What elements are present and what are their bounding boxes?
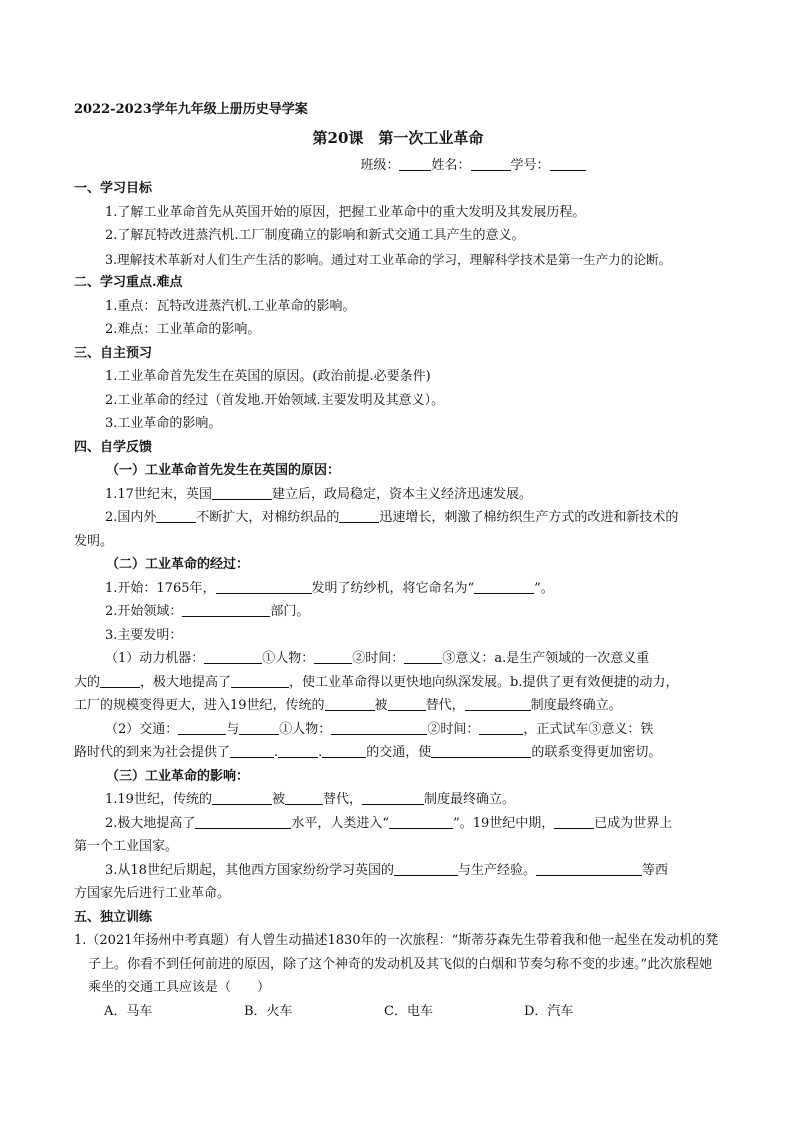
fill-blank[interactable]	[554, 814, 594, 829]
question-text: 2.极大地提高了	[105, 815, 196, 831]
section-1-heading: 一、学习目标	[74, 181, 153, 196]
fill-blank[interactable]	[231, 673, 289, 688]
question-line	[74, 483, 722, 507]
question-line-cont: 发明。	[74, 533, 114, 549]
option-a[interactable]: A．马车	[104, 1003, 153, 1019]
question-text: .	[318, 745, 323, 760]
fill-blank[interactable]	[182, 602, 270, 617]
fill-blank[interactable]	[314, 649, 352, 664]
subsection-impact: （三）工业革命的影响：	[106, 768, 250, 784]
id-blank[interactable]	[550, 156, 586, 171]
answer-options	[74, 1000, 722, 1024]
section-3-heading: 三、自主预习	[74, 345, 153, 361]
question-text: ③意义：a.是生产领域的一次意义重	[442, 651, 650, 666]
fill-blank[interactable]	[100, 673, 140, 688]
question-text: .	[274, 745, 279, 760]
fill-blank[interactable]	[389, 814, 453, 829]
section-5-heading: 五、独立训练	[74, 909, 153, 925]
question-text: （1）动力机器：	[105, 651, 205, 666]
preview-item-2: 2.工业革命的经过（首发地.开始领域.主要发明及其意义）。	[105, 392, 445, 408]
fill-blank[interactable]	[479, 720, 523, 735]
objective-1: 1.了解工业革命首先从英国开始的原因，把握工业革命中的重大发明及其发展历程。	[105, 204, 586, 220]
question-line: 3.主要发明：	[105, 627, 183, 643]
question-text: 建立后，政局稳定，资本主义经济迅速发展。	[271, 486, 532, 502]
question-line	[74, 788, 722, 812]
question-text: ”。	[534, 580, 554, 596]
question-text: 2.开始领域：	[105, 604, 183, 619]
question-text: 已成为世界上	[594, 815, 673, 831]
fill-blank[interactable]	[178, 720, 226, 735]
class-label: 班级：	[360, 157, 400, 173]
question-line	[74, 506, 722, 530]
subsection-process: （二）工业革命的经过：	[106, 557, 250, 572]
question-text: ，使工业革命得以更快地向纵深发展。b.提供了更有效便捷的动力，	[289, 674, 679, 690]
question-line-cont: 第一个工业国家。	[74, 839, 179, 854]
question-text: ，正式试车③意义：铁	[523, 721, 654, 737]
question-line	[74, 718, 722, 742]
question-text: 被	[374, 698, 388, 713]
fill-blank[interactable]	[404, 649, 442, 664]
fill-blank[interactable]	[156, 508, 196, 523]
question-text: 工厂的规模变得更大，进入19世纪，传统的	[74, 698, 325, 713]
fill-blank[interactable]	[285, 790, 323, 805]
question-line	[74, 741, 722, 765]
question-text: ①人物：	[262, 651, 315, 666]
question-line	[74, 812, 722, 836]
name-label: 姓名：	[431, 157, 471, 173]
question-text: ②时间：	[352, 651, 405, 666]
fill-blank[interactable]	[322, 743, 366, 758]
document-header: 2022-2023学年九年级上册历史导学案	[74, 102, 308, 117]
fill-blank[interactable]	[195, 814, 291, 829]
question-text: 路时代的到来为社会提供了	[74, 745, 231, 760]
question-text: 替代，	[425, 698, 465, 713]
question-text: 3.从18世纪后期起，其他西方国家纷纷学习英国的	[105, 862, 394, 878]
question-text: 与生产经验。	[457, 862, 536, 878]
question-text: 2.国内外	[105, 510, 157, 525]
fill-blank[interactable]	[339, 508, 379, 523]
subsection-causes: （一）工业革命首先发生在英国的原因：	[106, 463, 341, 478]
question-line	[74, 859, 722, 883]
question-line	[74, 647, 722, 671]
section-2-heading: 二、学习重点.难点	[74, 275, 183, 290]
fill-blank[interactable]	[474, 579, 534, 594]
question-text: ②时间：	[427, 721, 480, 737]
question-line	[74, 694, 722, 718]
fill-blank[interactable]	[362, 790, 424, 805]
question-text: 部门。	[270, 604, 310, 619]
name-blank[interactable]	[471, 156, 511, 171]
fill-blank[interactable]	[394, 861, 458, 876]
question-line-cont: 方国家先后进行工业革命。	[74, 886, 231, 901]
exercise-question-1: 1.（2021年扬州中考真题）有人曾生动描述1830年的一次旅程：“斯蒂芬森先生带着我和他一起坐在发动机的凳子上。你看不到任何前进的原因，除了这个神奇的发动机及其飞似的白烟和节奏匀称不变的步速。”此次旅程她乘坐的交通工具应该是（ ）	[74, 933, 719, 995]
question-text: 与	[226, 721, 240, 737]
question-text: 制度最终确立。	[423, 792, 515, 807]
question-text: 制度最终确立。	[530, 698, 622, 713]
question-text: 1.开始：1765年，	[105, 580, 216, 596]
question-text: 被	[271, 792, 285, 807]
fill-blank[interactable]	[465, 696, 531, 711]
student-info-line	[74, 154, 722, 178]
question-text: （2）交通：	[105, 721, 179, 737]
fill-blank[interactable]	[204, 649, 262, 664]
fill-blank[interactable]	[431, 743, 531, 758]
class-blank[interactable]	[399, 156, 431, 171]
section-4-heading: 四、自学反馈	[74, 439, 153, 455]
fill-blank[interactable]	[212, 790, 272, 805]
option-c[interactable]: C．电车	[384, 1003, 433, 1019]
question-text: 的联系变得更加密切。	[531, 745, 662, 760]
worksheet	[74, 98, 722, 1023]
question-text: ①人物：	[279, 721, 332, 737]
question-text: 发明了纺纱机，将它命名为“	[311, 580, 475, 596]
question-text: 水平，人类进入“	[291, 815, 390, 831]
lesson-title: 第20课 第一次工业革命	[312, 128, 484, 147]
fill-blank[interactable]	[216, 579, 312, 594]
fill-blank[interactable]	[331, 720, 427, 735]
focus-point: 1.重点：瓦特改进蒸汽机.工业革命的影响。	[105, 298, 356, 314]
objective-2: 2.了解瓦特改进蒸汽机.工厂制度确立的影响和新式交通工具产生的意义。	[105, 228, 525, 243]
question-text: 不断扩大，对棉纺织品的	[196, 510, 340, 525]
question-text: 1.17世纪末，英国	[105, 486, 212, 502]
id-label: 学号：	[510, 157, 550, 173]
objective-3: 3.理解技术革新对人们生产生活的影响。通过对工业革命的学习，理解科学技术是第一生产力的论断。	[105, 251, 672, 267]
question-text: 1.19世纪，传统的	[105, 792, 212, 807]
fill-blank[interactable]	[325, 696, 375, 711]
question-text: ”。19世纪中期，	[453, 815, 555, 831]
option-b[interactable]: B．火车	[244, 1003, 293, 1019]
question-line	[74, 671, 722, 695]
question-text: 等西	[641, 862, 668, 878]
fill-blank[interactable]	[278, 743, 318, 758]
preview-item-3: 3.工业革命的影响。	[105, 416, 222, 431]
fill-blank[interactable]	[230, 743, 274, 758]
option-d[interactable]: D．汽车	[524, 1003, 574, 1019]
question-line	[74, 577, 722, 601]
difficulty-point: 2.难点：工业革命的影响。	[105, 322, 261, 337]
fill-blank[interactable]	[536, 861, 642, 876]
question-text: 替代，	[322, 792, 362, 807]
question-text: 的交通，使	[366, 745, 432, 760]
preview-item-1: 1.工业革命首先发生在英国的原因。(政治前提.必要条件)	[105, 369, 431, 384]
question-text: ，极大地提高了	[140, 674, 232, 690]
fill-blank[interactable]	[388, 696, 426, 711]
question-text: 大的	[74, 674, 101, 690]
fill-blank[interactable]	[212, 485, 272, 500]
question-line	[74, 600, 722, 624]
fill-blank[interactable]	[239, 720, 279, 735]
question-text: 迅速增长，刺激了棉纺织生产方式的改进和新技术的	[379, 510, 679, 525]
